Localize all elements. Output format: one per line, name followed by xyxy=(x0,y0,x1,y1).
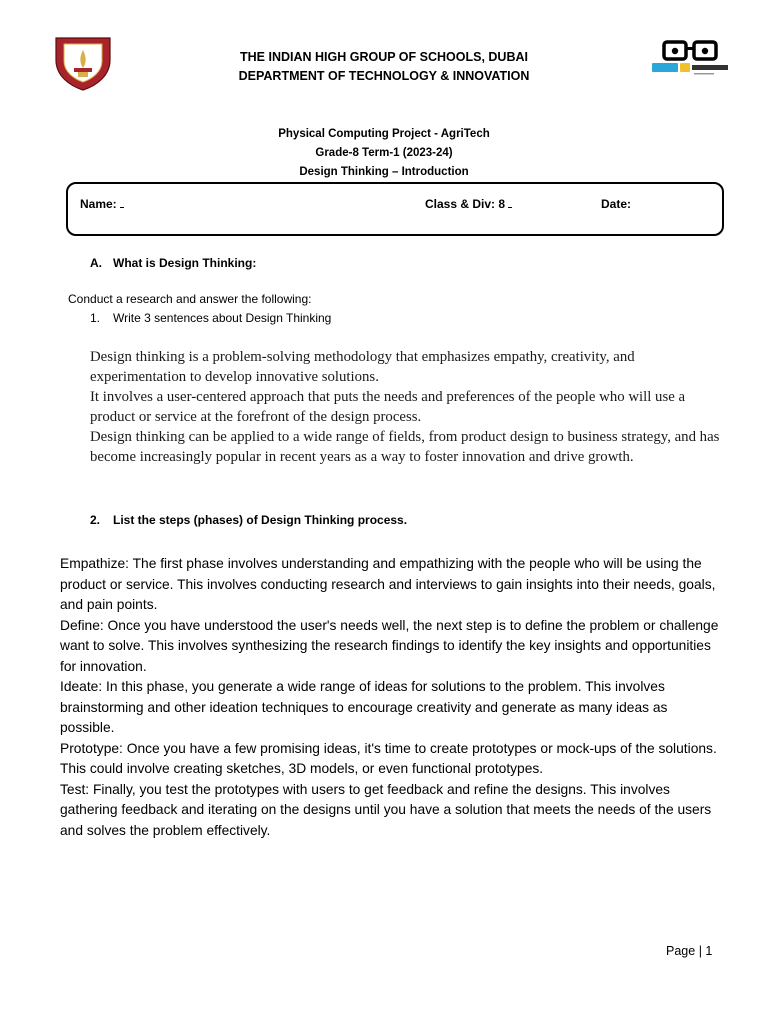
name-blank[interactable] xyxy=(120,197,124,208)
date-field[interactable] xyxy=(601,197,631,211)
section-a-heading: What is Design Thinking: xyxy=(113,256,257,270)
q1-text: Write 3 sentences about Design Thinking xyxy=(113,311,332,325)
date-label: Date: xyxy=(601,197,632,211)
phase-empathize: Empathize: The first phase involves understanding and empathizing with the people who will be using the product or service. This involves conducting research and interviews to gain insights into their needs, goals, and pain points. xyxy=(60,556,716,612)
section-a-marker: A. xyxy=(90,256,102,270)
page-label: Page xyxy=(666,944,696,958)
q1-answer-sentence: It involves a user-centered approach that puts the needs and preferences of the people who will use a product or service at the forefront of the design process. xyxy=(90,389,686,425)
q1-number: 1. xyxy=(90,311,101,325)
q2-answer xyxy=(60,554,725,841)
school-name: THE INDIAN HIGH GROUP OF SCHOOLS, DUBAI xyxy=(240,50,528,64)
instruction-text: Conduct a research and answer the following: xyxy=(68,292,312,306)
q2-number: 2. xyxy=(90,513,101,527)
q1-answer-sentence: Design thinking can be applied to a wide range of fields, from product design to business strategy, and has become increasingly popular in recent years as a way to foster innovation and drive growth. xyxy=(90,429,720,465)
grade-term: Grade-8 Term-1 (2023-24) xyxy=(315,147,453,159)
topic-title: Design Thinking – Introduction xyxy=(299,166,469,178)
name-label: Name: xyxy=(80,197,117,211)
q1-answer xyxy=(90,347,725,467)
phase-ideate: Ideate: In this phase, you generate a wide range of ideas for solutions to the problem. This involves brainstorming and other ideation techniques to encourage creativity and generate as many ideas as possible. xyxy=(60,679,668,735)
name-field[interactable] xyxy=(80,197,124,211)
page-footer xyxy=(666,944,712,958)
q2-text: List the steps (phases) of Design Thinking process. xyxy=(113,513,408,527)
phase-test: Test: Finally, you test the prototypes with users to get feedback and refine the designs. This involves gathering feedback and iterating on the designs until you have a solution that meets the needs of the users and solves the problem effectively. xyxy=(60,781,712,838)
project-title: Physical Computing Project - AgriTech xyxy=(278,128,490,140)
department-name: DEPARTMENT OF TECHNOLOGY & INNOVATION xyxy=(238,69,530,83)
class-div-blank[interactable] xyxy=(508,197,512,208)
page-separator: | xyxy=(698,944,702,958)
class-div-field[interactable] xyxy=(425,197,512,211)
page-number: 1 xyxy=(705,944,713,958)
phase-prototype: Prototype: Once you have a few promising ideas, it's time to create prototypes or mock-ups of the solutions. This could involve creating sketches, 3D models, or even functional prototypes. xyxy=(60,740,717,776)
phase-define: Define: Once you have understood the user's needs well, the next step is to define the problem or challenge want to solve. This involves synthesizing the research findings to identify the key insights and opportunities for innovation. xyxy=(60,617,719,674)
class-div-label: Class & Div: 8 xyxy=(425,197,506,211)
q1-answer-sentence: Design thinking is a problem-solving methodology that emphasizes empathy, creativity, and experimentation to develop innovative solutions. xyxy=(90,349,635,385)
